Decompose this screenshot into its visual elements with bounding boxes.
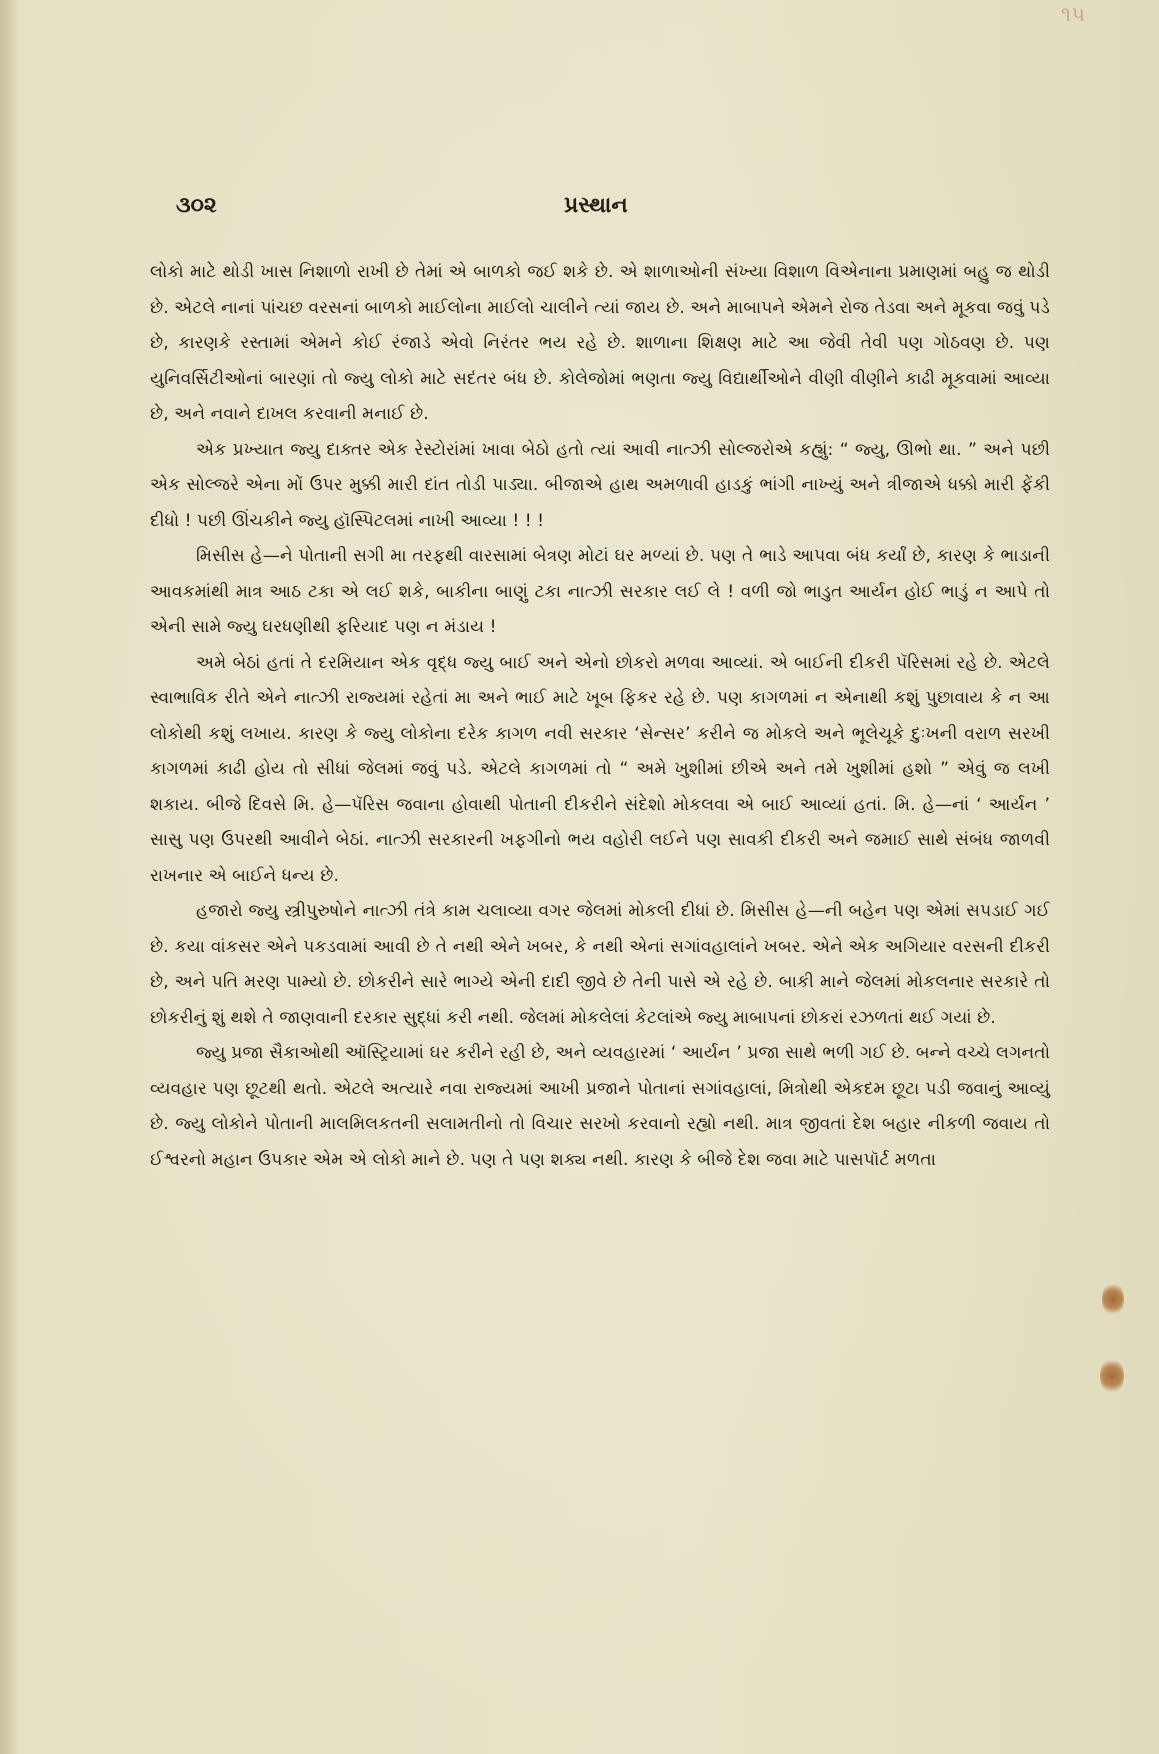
- corner-stamp: ૧૫: [1061, 2, 1086, 26]
- foxing-spot: [1100, 1358, 1124, 1394]
- paragraph-5: હજારો જ્યુ સ્ત્રીપુરુષોને નાત્ઝી તંત્રે કામ ચલાવ્યા વગર જેલમાં મોકલી દીધાં છે. મિસીસ હે—ની બહેન પણ એમાં સપડાઈ ગઈ છે. કયા વાંકસર એને પકડવામાં આવી છે તે નથી એને ખબર, કે નથી એનાં સગાંવહાલાંને ખબર. એને એક અગિયાર વરસની દીકરી છે, અને પતિ મરણ પામ્યો છે. છોકરીને સારે ભાગ્યે એની દાદી જીવે છે તેની પાસે એ રહે છે. બાકી માને જેલમાં મોકલનાર સરકારે તો છોકરીનું શું થશે તે જાણવાની દરકાર સુદ્ધાં કરી નથી. જેલમાં મોકલેલાં કેટલાંએ જ્યુ માબાપનાં છોકરાં રઝળતાં થઈ ગયાં છે.: [150, 901, 1050, 1028]
- page-left-edge: [0, 0, 18, 1754]
- running-title: પ્રસ્થાન: [564, 193, 628, 218]
- paragraph-6: જ્યુ પ્રજા સૈકાઓથી ઑસ્ટ્રિયામાં ઘર કરીને રહી છે, અને વ્યવહારમાં ‘ આર્યન ’ પ્રજા સાથે ભળી ગઈ છે. બન્ને વચ્ચે લગનતો વ્યવહાર પણ છૂટથી થતો. એટલે અત્યારે નવા રાજ્યમાં આખી પ્રજાને પોતાનાં સગાંવહાલાં, મિત્રોથી એકદમ છૂટા પડી જવાનું આવ્યું છે. જ્યુ લોકોને પોતાની માલમિલકતની સલામતીનો તો વિચાર સરખો કરવાનો રહ્યો નથી. માત્ર જીવતાં દેશ બહાર નીકળી જવાય તો ઈશ્વરનો મહાન ઉપકાર એમ એ લોકો માને છે. પણ તે પણ શક્ય નથી. કારણ કે બીજે દેશ જવા માટે પાસપૉર્ટ મળતા: [150, 1043, 1050, 1170]
- paragraph-3: મિસીસ હે—ને પોતાની સગી મા તરફથી વારસામાં બેત્રણ મોટાં ઘર મળ્યાં છે. પણ તે ભાડે આપવા બંધ કર્યાં છે, કારણ કે ભાડાની આવકમાંથી માત્ર આઠ ટકા એ લઈ શકે, બાકીના બાણું ટકા નાત્ઝી સરકાર લઈ લે ! વળી જો ભાડુત આર્યન હોઈ ભાડું ન આપે તો એની સામે જ્યુ ઘરધણીથી ફરિયાદ પણ ન મંડાય !: [150, 546, 1050, 637]
- paragraph-1: લોકો માટે થોડી ખાસ નિશાળો રાખી છે તેમાં એ બાળકો જઈ શકે છે. એ શાળાઓની સંખ્યા વિશાળ વિએનાના પ્રમાણમાં બહુ જ થોડી છે. એટલે નાનાં પાંચછ વરસનાં બાળકો માઈલોના માઈલો ચાલીને ત્યાં જાય છે. અને માબાપને એમને રોજ તેડવા અને મૂકવા જવું પડે છે, કારણકે રસ્તામાં એમને કોઈ રંજાડે એવો નિરંતર ભય રહે છે. શાળાના શિક્ષણ માટે આ જેવી તેવી પણ ગોઠવણ છે. પણ યુનિવર્સિટીઓનાં બારણાં તો જ્યુ લોકો માટે સદંતર બંધ છે. કોલેજોમાં ભણતા જ્યુ વિદ્યાર્થીઓને વીણી વીણીને કાઢી મૂકવામાં આવ્યા છે, અને નવાને દાખલ કરવાની મનાઈ છે.: [150, 262, 1050, 424]
- foxing-spot: [1102, 1282, 1124, 1316]
- page-header: [176, 193, 1036, 227]
- paragraph-4: અમે બેઠાં હતાં તે દરમિયાન એક વૃદ્ધ જ્યુ બાઈ અને એનો છોકરો મળવા આવ્યાં. એ બાઈની દીકરી પૅરિસમાં રહે છે. એટલે સ્વાભાવિક રીતે એને નાત્ઝી રાજ્યમાં રહેતાં મા અને ભાઈ માટે ખૂબ ફિકર રહે છે. પણ કાગળમાં ન એનાથી કશું પુછાવાય કે ન આ લોકોથી કશું લખાય. કારણ કે જ્યુ લોકોના દરેક કાગળ નવી સરકાર ‘સેન્સર’ કરીને જ મોકલે અને ભૂલેચૂકે દુઃખની વરાળ સરખી કાગળમાં કાઢી હોય તો સીધાં જેલમાં જવું પડે. એટલે કાગળમાં તો “ અમે ખુશીમાં છીએ અને તમે ખુશીમાં હશો ” એવું જ લખી શકાય. બીજે દિવસે મિ. હે—પૅરિસ જવાના હોવાથી પોતાની દીકરીને સંદેશો મોકલવા એ બાઈ આવ્યાં હતાં. મિ. હે—નાં ‘ આર્યન ’ સાસુ પણ ઉપરથી આવીને બેઠાં. નાત્ઝી સરકારની ખફગીનો ભય વહોરી લઈને પણ સાવકી દીકરી અને જમાઈ સાથે સંબંધ જાળવી રાખનાર એ બાઈને ધન્ય છે.: [150, 652, 1050, 886]
- body-text: [150, 255, 1050, 1178]
- page-number: ૩૦૨: [176, 193, 217, 218]
- paragraph-2: એક પ્રખ્યાત જ્યુ દાક્તર એક રેસ્ટોરાંમાં ખાવા બેઠો હતો ત્યાં આવી નાત્ઝી સોલ્જરોએ કહ્યું: “ જ્યુ, ઊભો થા. ” અને પછી એક સોલ્જરે એના મોં ઉપર મુક્કી મારી દાંત તોડી પાડ્યા. બીજાએ હાથ અમળાવી હાડકું ભાંગી નાખ્યું અને ત્રીજાએ ધક્કો મારી ફેંકી દીધો ! પછી ઊંચકીને જ્યુ હૉસ્પિટલમાં નાખી આવ્યા ! ! !: [150, 439, 1050, 531]
